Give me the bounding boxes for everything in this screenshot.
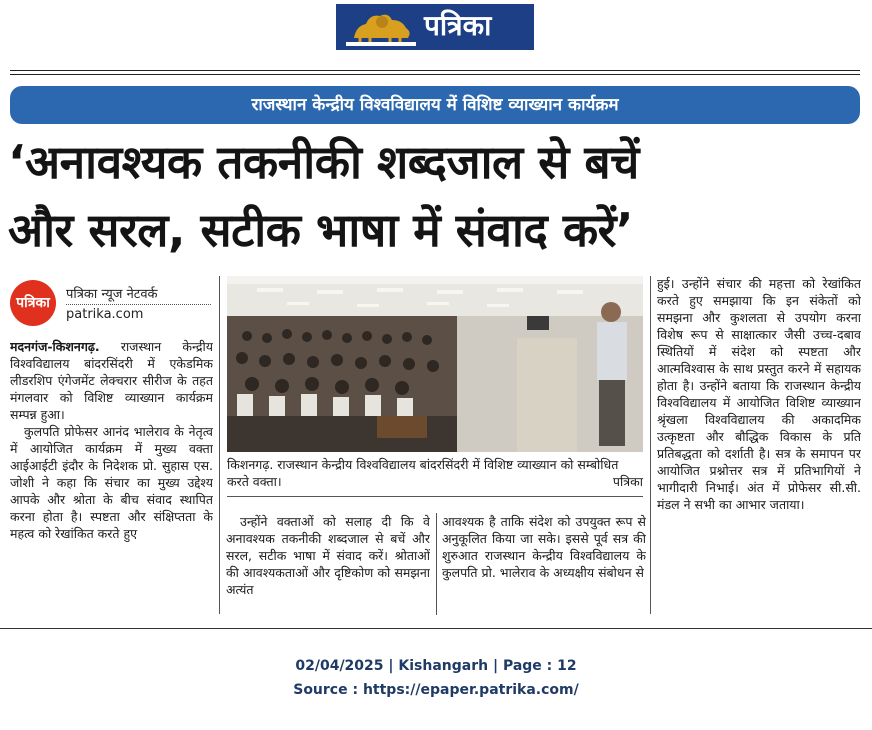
masthead-rule-2: [10, 74, 860, 75]
column-divider: [219, 276, 220, 614]
caption-rule: [227, 496, 643, 497]
lion-icon: [346, 8, 416, 46]
auditorium-photo-image: [227, 276, 643, 452]
article-column-3: [442, 513, 646, 615]
column-1-paragraph-2: कुलपति प्रोफेसर आनंद भालेराव के नेतृत्व में आयोजित कार्यक्रम में मुख्य वक्ता आईआईटी इंदौर के निदेशक प्रो. सुहास एस. जोशी ने कहा कि संचार का मुख्य उद्देश्य आपके और श्रोता के बीच संवाद स्थापित करना होता है। स्पष्टता और संक्षिप्तता के महत्व को रेखांकित करते हुए: [10, 424, 213, 541]
column-divider: [650, 276, 651, 614]
masthead-name: पत्रिका: [424, 9, 492, 42]
headline-line-2: और सरल, सटीक भाषा में संवाद करें’: [8, 203, 633, 257]
kicker-bar: राजस्थान केन्द्रीय विश्वविद्यालय में विशिष्ट व्याख्यान कार्यक्रम: [10, 86, 860, 124]
byline-network: पत्रिका न्यूज नेटवर्क: [66, 287, 158, 302]
masthead-rule: [10, 70, 860, 71]
column-2-text: उन्होंने वक्ताओं को सलाह दी कि वे अनावश्यक तकनीकी शब्दजाल से बचें और सरल, सटीक भाषा में संवाद करें। श्रोताओं की आवश्यकताओं और दृष्टिकोण को समझना अत्यंत: [226, 514, 430, 597]
footer-date-line: 02/04/2025 | Kishangarh | Page : 12: [295, 658, 577, 674]
article-column-4: [657, 275, 861, 615]
byline-site: patrika.com: [66, 307, 144, 322]
article-column-1: [10, 338, 213, 614]
photo-caption-block: [227, 456, 643, 490]
footer-source-line: Source : https://epaper.patrika.com/: [293, 682, 579, 698]
column-3-text: आवश्यक है ताकि संदेश को उपयुक्त रूप से अनुकूलित किया जा सके। इससे पूर्व सत्र की शुरुआत राजस्थान केन्द्रीय विश्वविद्यालय के कुलपति प्रो. भालेराव के अध्यक्षीय संबोधन से: [442, 514, 646, 580]
article-column-2: [226, 513, 430, 615]
column-divider: [436, 513, 437, 615]
column-4-text: हुई। उन्होंने संचार की महत्ता को रेखांकित करते हुए समझाया कि इन संकेतों को समझना और कुशलता से उपयोग करना विशेष रूप से साक्षात्कार जैसी उच्च-दबाव स्थितियों में संदेश को स्पष्टता और आत्मविश्वास के साथ प्रस्तुत करने में सहायक होता है। उन्होंने बताया कि राजस्थान केन्द्रीय विश्वविद्यालय में आयोजित विशिष्ट व्याख्यान श्रृंखला विश्वविद्यालय की अकादमिक उत्कृष्टता और बौद्धिक विकास के प्रति प्रतिबद्धता को दर्शाती है। सत्र के समापन पर आयोजित प्रश्नोत्तर सत्र में प्रतिभागियों ने भागीदारी निभाई। अंत में प्रोफेसर सी.सी. मंडल ने सभी का आभार जताया।: [657, 276, 861, 512]
event-photo: [227, 276, 643, 452]
masthead-logo: [336, 4, 534, 50]
dateline: मदनगंज-किशनगढ़.: [10, 339, 100, 354]
photo-credit: पत्रिका: [612, 474, 643, 489]
headline-line-1: ‘अनावश्यक तकनीकी शब्दजाल से बचें: [8, 135, 639, 189]
photo-caption: किशनगढ़. राजस्थान केन्द्रीय विश्वविद्यालय बांदरसिंदरी में विशिष्ट व्याख्यान को सम्बोधित करते वक्ता।: [227, 457, 619, 489]
byline-divider: [66, 304, 211, 305]
page-bottom-rule: [0, 628, 872, 629]
column-1-paragraph-1: राजस्थान केन्द्रीय विश्वविद्यालय बांदरसिंदरी में एकेडमिक लीडरशिप एंगेजमेंट लेक्चरार सीरीज के तहत मंगलवार को विशिष्ट व्याख्यान कार्यक्रम सम्पन्न हुआ।: [10, 339, 213, 422]
byline-logo: पत्रिका: [10, 280, 56, 326]
